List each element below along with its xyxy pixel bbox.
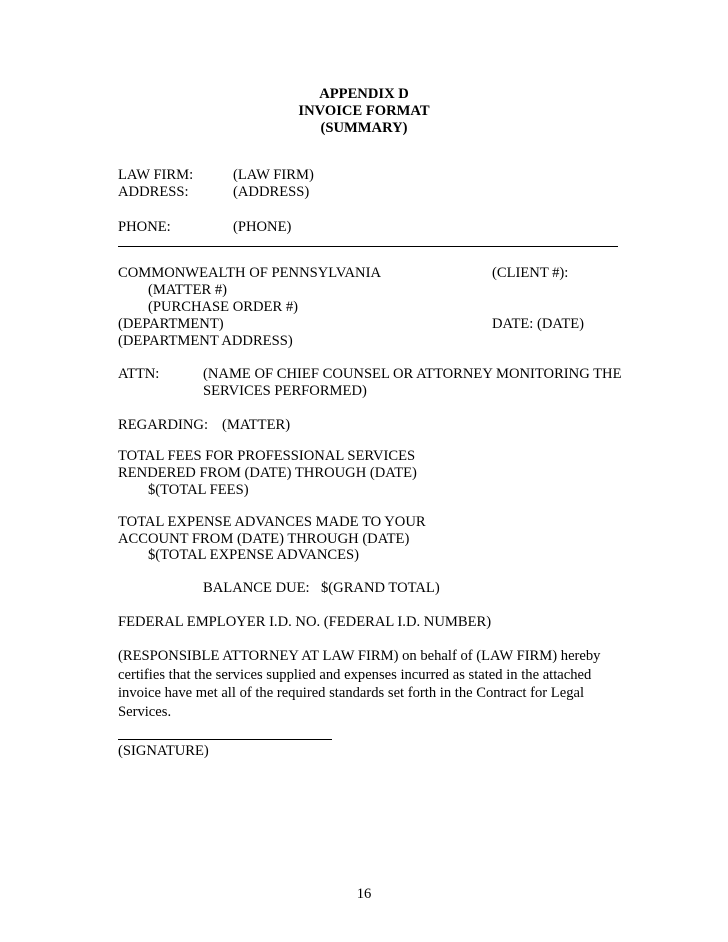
expenses-line-2: ACCOUNT FROM (DATE) THROUGH (DATE) xyxy=(118,531,410,547)
phone-label: PHONE: xyxy=(118,219,171,235)
address-value: (ADDRESS) xyxy=(233,184,310,200)
signature-label: (SIGNATURE) xyxy=(118,743,209,759)
total-expense-advances: $(TOTAL EXPENSE ADVANCES) xyxy=(148,547,359,563)
summary-title: (SUMMARY) xyxy=(320,120,408,136)
expenses-line-1: TOTAL EXPENSE ADVANCES MADE TO YOUR xyxy=(118,514,426,530)
law-firm-value: (LAW FIRM) xyxy=(233,167,314,183)
total-fees: $(TOTAL FEES) xyxy=(148,482,249,498)
attn-line-1: (NAME OF CHIEF COUNSEL OR ATTORNEY MONITORING THE xyxy=(203,366,622,382)
attn-label: ATTN: xyxy=(118,366,160,382)
signature-line xyxy=(118,739,332,740)
address-label: ADDRESS: xyxy=(118,184,189,200)
page-number: 16 xyxy=(356,886,372,902)
commonwealth-label: COMMONWEALTH OF PENNSYLVANIA xyxy=(118,265,381,281)
fees-line-1: TOTAL FEES FOR PROFESSIONAL SERVICES xyxy=(118,448,416,464)
department: (DEPARTMENT) xyxy=(118,316,224,332)
balance-due-label: BALANCE DUE: xyxy=(203,580,310,596)
certification-paragraph: (RESPONSIBLE ATTORNEY AT LAW FIRM) on behalf of (LAW FIRM) hereby certifies that the services supplied and expenses incurred as stated in the attached invoice have met all of the required standards set forth in the Contract for Legal Services. xyxy=(118,648,601,720)
date-label: DATE: xyxy=(492,316,534,332)
attn-line-2: SERVICES PERFORMED) xyxy=(203,383,367,399)
regarding-label: REGARDING: xyxy=(118,417,208,433)
phone-value: (PHONE) xyxy=(233,219,292,235)
invoice-format-title: INVOICE FORMAT xyxy=(298,103,430,119)
purchase-order-number: (PURCHASE ORDER #) xyxy=(148,299,299,315)
regarding-value: (MATTER) xyxy=(222,417,291,433)
fees-line-2: RENDERED FROM (DATE) THROUGH (DATE) xyxy=(118,465,417,481)
federal-id: FEDERAL EMPLOYER I.D. NO. (FEDERAL I.D. NUMBER) xyxy=(118,614,492,630)
department-address: (DEPARTMENT ADDRESS) xyxy=(118,333,293,349)
matter-number: (MATTER #) xyxy=(148,282,228,298)
separator-line xyxy=(118,246,618,247)
law-firm-label: LAW FIRM: xyxy=(118,167,194,183)
client-number: (CLIENT #): xyxy=(492,265,569,281)
date-value: (DATE) xyxy=(537,316,585,332)
appendix-title: APPENDIX D xyxy=(319,86,409,102)
balance-due-value: $(GRAND TOTAL) xyxy=(321,580,440,596)
